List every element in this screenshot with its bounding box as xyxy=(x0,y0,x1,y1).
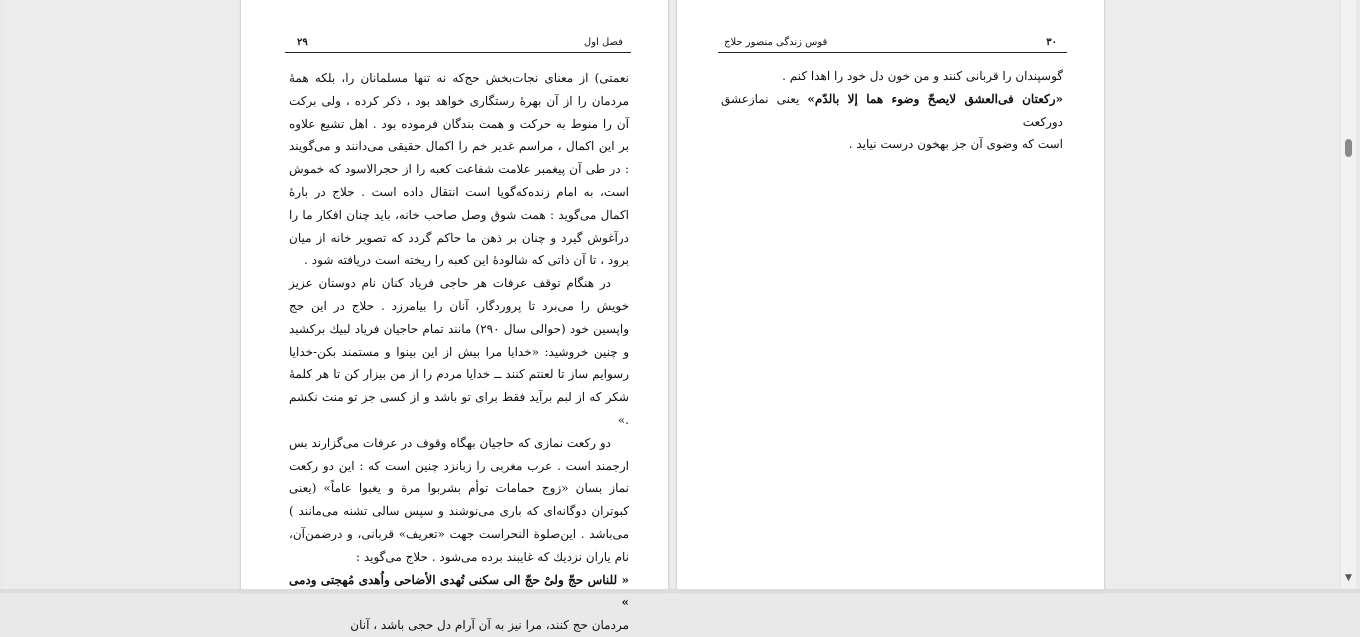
scroll-thumb[interactable] xyxy=(1345,139,1352,157)
scroll-down-arrow-icon[interactable]: ▼ xyxy=(1345,573,1352,583)
book-title: قوس زندگی منصور حلاج xyxy=(724,37,828,48)
paragraph: در هنگام توقف عرفات هر حاجی فریاد کنان نام دوستان عزیز خویش را می‌برد تا پروردگار، آنان را بیامرزد . حلاج در این حج واپسین خود (حوالی سال ۲۹۰) مانند تمام حاجیان فریاد لبیك برکشید و چنین خروشید: «خدایا مرا بیش از این بینوا و مستمند بکن-خدایا رسوایم ساز تا لعنتم کنند ــ خدایا مردم را از من بیزار کن تا هر کلمهٔ شکر که از لبم برآید فقط برای تو باشد و از کسی جز تو منت نکشم .» xyxy=(289,276,629,427)
verse-line: « للناس حجّ ولیْ حجّ الی سکنی تُهدی الأضاحی واُهدی مُهجتی ودمی » xyxy=(289,572,629,610)
paragraph: نعمتی) از معنای نجات‌بخش حج‌که نه تنها مسلمانان را، بلکه همهٔ مردمان را از آن بهرهٔ رستگاری خواهد بود ، ذکر کرده ، ولی برکت آن را منوط به حرکت و همت بندگان فرموده بود . اهل تشیع علاوه بر این اکمال ، مراسم غدیر خم را اکمال حقیقی می‌دانند و می‌گویند : در طی آن پیغمبر علامت شفاعت کعبه را از حجرالاسود که خموش است، به امام زنده‌که‌گویا است انتقال داده است . حلاج در بارهٔ اکمال می‌گوید : همت شوق وصل صاحب خانه، باید چنان افکار ما را درآغوش گیرد و چنان بر ذهن ما حاکم گردد که تصویر خانه از میان برود ، تا آن ذاتی که شالودهٔ این کعبه را ریخته است دریافته شود . xyxy=(289,71,629,268)
paragraph xyxy=(721,88,1063,134)
arabic-verse: «رکعتان فی‌العشق لایصحّ وضوء هما إلا بالدّم» xyxy=(807,91,1063,106)
page-number: ۳۰ xyxy=(1046,37,1057,48)
paragraph: گوسپندان را قربانی کنند و من خون دل خود را اهدا کنم . xyxy=(782,69,1063,83)
paragraph: دو رکعت نمازی که حاجیان بهگاه وقوف در عرفات می‌گزارند بس ارجمند است . عرب مغربی را زبانزد چنین است که : این دو رکعت نماز بسان «زوج حمامات توأم بشربوا مرة و یغبوا عاماً» (یعنی کبوتران دوگانه‌ای که باری می‌نوشند و سپس سالی تشنه می‌مانند ) می‌باشد . این‌صلوة النحراست جهت «تعریف» قربانی، و درضمن‌آن، نام یاران نزدیك که غایبند برده می‌شود . حلاج می‌گوید : xyxy=(289,435,629,564)
verse-gloss: یعنی نمازعشق دورکعت xyxy=(721,91,1063,129)
verse-translation: مردمان حج کنند، مرا نیز به آن آرام دل حجی باشد ، آنان xyxy=(350,618,629,633)
vertical-scrollbar[interactable] xyxy=(1340,0,1356,589)
page-body xyxy=(721,65,1063,156)
page-number: ۲۹ xyxy=(297,37,308,48)
running-head xyxy=(718,36,1067,53)
paragraph: است که وضوی آن جز بهخون درست نیاید . xyxy=(848,137,1063,152)
chapter-title: فصل اول xyxy=(583,37,623,48)
page-29 xyxy=(240,0,669,633)
bottom-edge xyxy=(0,589,1360,593)
page-body xyxy=(289,67,629,637)
document-viewer[interactable] xyxy=(4,0,1341,633)
running-head xyxy=(285,36,631,53)
page-30 xyxy=(676,0,1105,593)
